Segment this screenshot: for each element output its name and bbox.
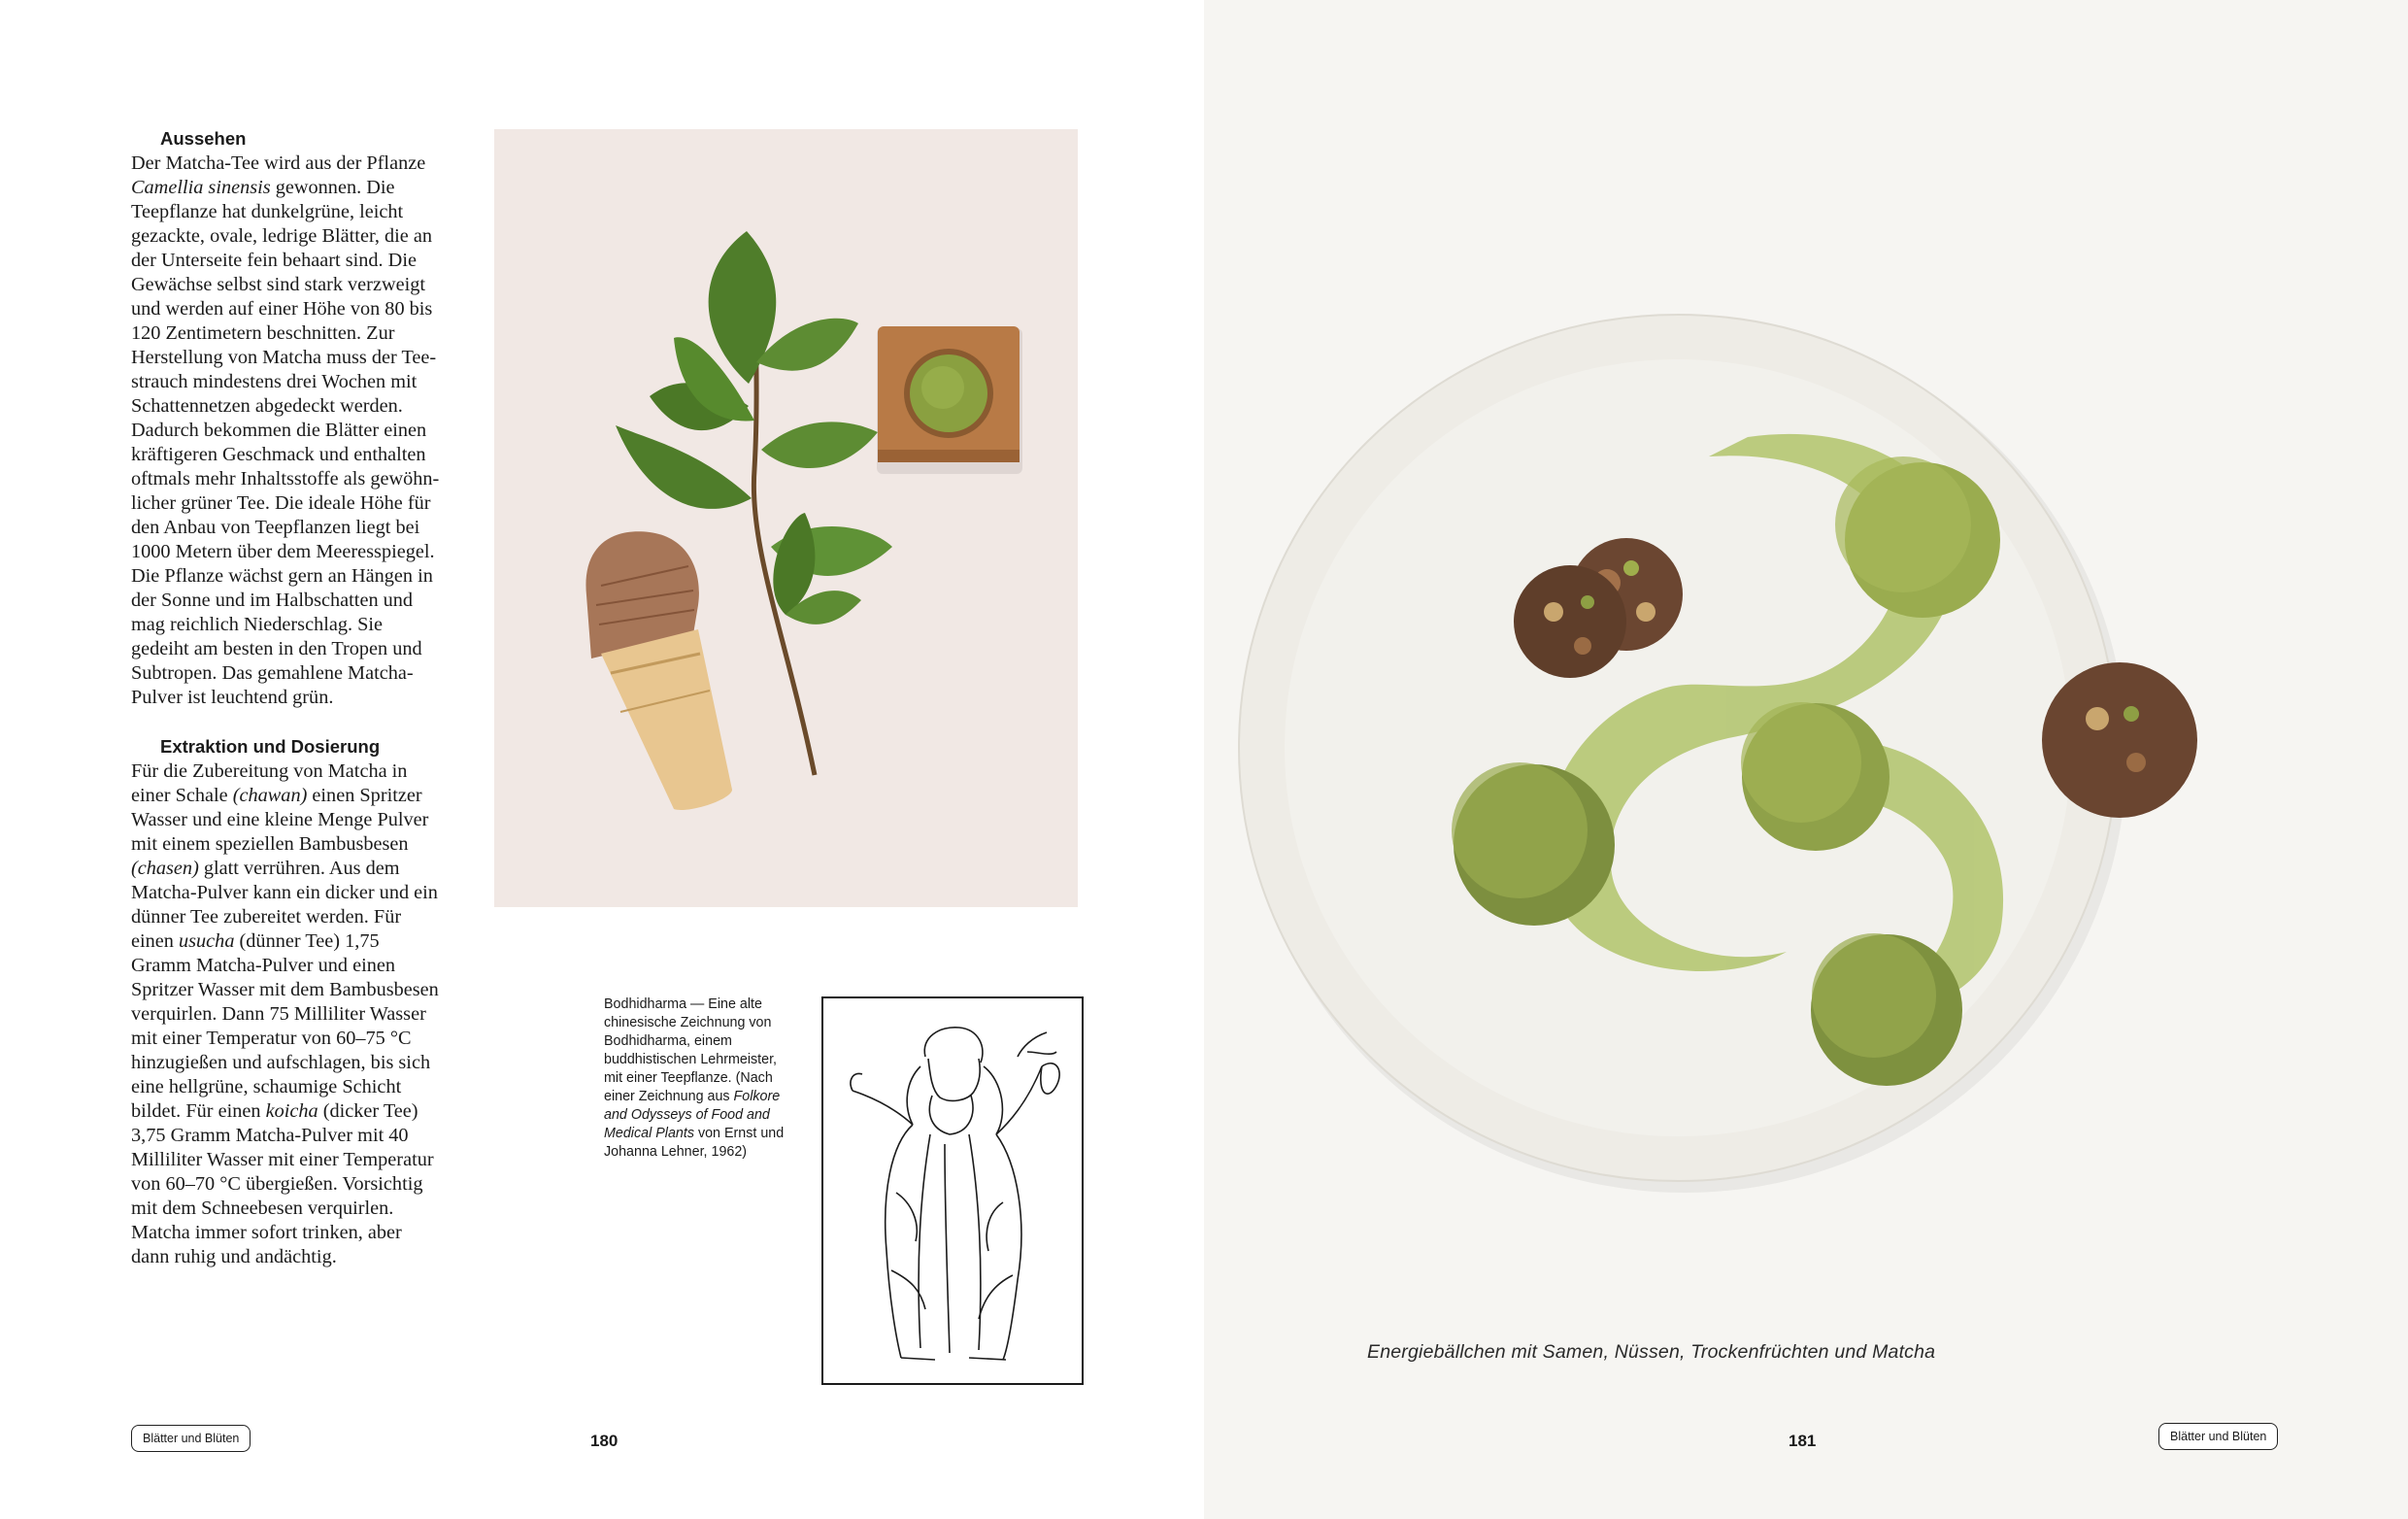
bodhidharma-caption <box>604 996 788 1162</box>
term-usucha: usucha <box>179 930 235 952</box>
energy-ball <box>2042 662 2197 818</box>
text-run: (dicker Tee) 3,75 Gramm Matcha-Pulver mit 40 Milliliter Wasser mit einer Temperatur von 60–70 °C übergießen. Vorsichtig mit dem Schneebesen verquirlen. Matcha immer sofort trinken, aber dann ruhig und andächtig. <box>131 1100 434 1267</box>
bodhidharma-drawing <box>821 996 1084 1385</box>
term-koicha: koicha <box>265 1100 318 1122</box>
energy-ball <box>1514 565 1626 678</box>
caption-book-title: Folkore and Odysseys of Food and Medical Plants <box>604 1089 781 1141</box>
term-chasen: (chasen) <box>131 858 199 879</box>
paragraph-aussehen <box>131 152 442 710</box>
bodhidharma-figure <box>823 998 1082 1383</box>
section-heading-aussehen: Aussehen <box>160 128 247 149</box>
caption-text: Bodhidharma — Eine alte chinesische Zeichnung von Bodhidharma, einem buddhistischen Lehrmeister, mit einer Teepflanze. (Nach einer Zeichnung aus <box>604 996 778 1104</box>
tea-still-life-photo <box>494 129 1078 907</box>
text-run: einen Spritzer Wasser und eine kleine Menge Pulver mit einem speziellen Bambusbesen <box>131 785 429 855</box>
section-tag-right: Blätter und Blüten <box>2158 1423 2278 1450</box>
paragraph-extraktion <box>131 760 442 1269</box>
text-run: gewonnen. Die Teepflanze hat dunkelgrüne, leicht gezackte, ovale, ledrige Blätter, die an der Unterseite fein behaart sind. Die Gewächse selbst sind stark verzweigt und werden auf einer Höhe von 80 bis 120 Zentimetern beschnitten. Zur Herstellung von Matcha muss der Teestrauch mindestens drei Wochen mit Schattennetzen abgedeckt werden. Dadurch bekommen die Blätter einen kräftigeren Geschmack und enthalten oftmals mehr Inhaltsstoffe als gewöhnlicher grüner Tee. Die ideale Höhe für den Anbau von Teepflanzen liegt bei 1000 Metern über dem Meeresspiegel. Die Pflanze wächst gern an Hängen in der Sonne und im Halbschatten und mag reichlich Niederschlag. Sie gedeiht am besten in den Tropen und Subtropen. Das gemahlene Matcha-Pulver ist leuchtend grün. <box>131 177 440 708</box>
term-chawan: (chawan) <box>232 785 308 806</box>
right-page <box>1204 0 2408 1519</box>
text-run: (dünner Tee) 1,75 Gramm Matcha-Pulver und einen Spritzer Wasser mit dem Bambusbesen verquirlen. Dann 75 Milliliter Wasser mit einer Temperatur von 60–75 °C hinzugießen und aufschlagen, bis sich eine hellgrüne, schaumige Schicht bildet. Für einen <box>131 930 439 1122</box>
text-run: Der Matcha-Tee wird aus der Pflanze <box>131 152 426 174</box>
tea-photo-illustration <box>494 129 1078 907</box>
species-name: Camellia sinensis <box>131 177 271 198</box>
energy-balls-photo <box>1204 0 2408 1519</box>
energy-ball <box>1811 933 1962 1086</box>
matcha-powder-dish <box>877 326 1022 474</box>
page-number-left: 180 <box>590 1432 619 1450</box>
energy-balls-caption: Energiebällchen mit Samen, Nüssen, Trockenfrüchten und Matcha <box>1367 1341 1936 1363</box>
caption-text: von Ernst und Johanna Lehner, 1962) <box>604 1126 785 1160</box>
body-text-column <box>131 126 442 1294</box>
page-number-right: 181 <box>1789 1432 1817 1450</box>
section-heading-extraktion: Extraktion und Dosierung <box>160 736 381 757</box>
section-tag-left: Blätter und Blüten <box>131 1425 251 1452</box>
energy-ball <box>1741 702 1890 851</box>
text-run: Für die Zubereitung von Matcha in einer Schale <box>131 760 408 806</box>
text-run: glatt verrühren. Aus dem Matcha-Pulver kann ein dicker und ein dünner Tee zubereitet werden. Für einen <box>131 858 438 952</box>
